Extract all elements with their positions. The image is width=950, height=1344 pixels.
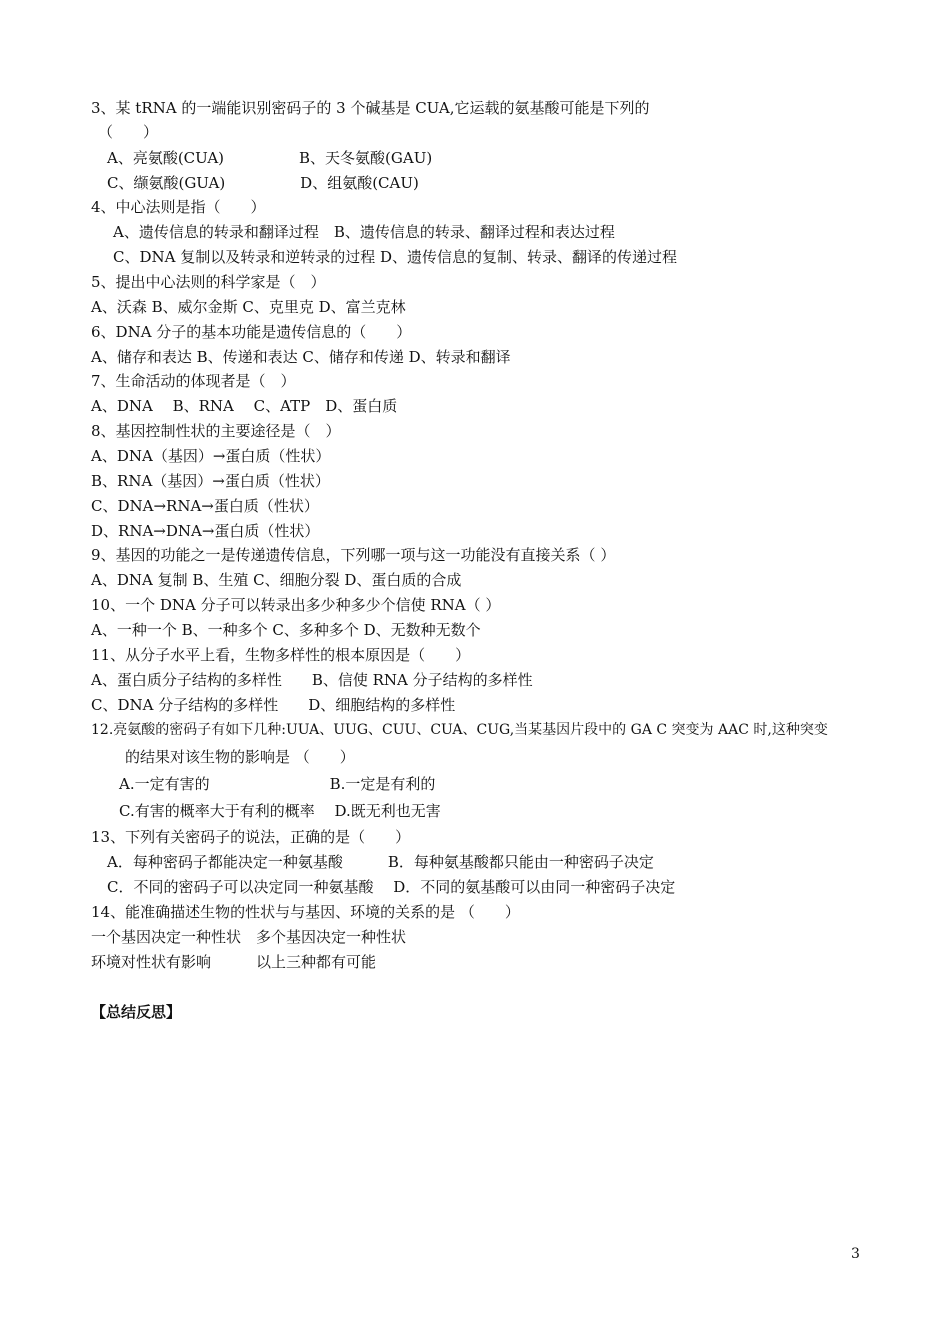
q12-options-cd: C.有害的概率大于有利的概率 D.既无利也无害 [119, 802, 441, 820]
q9-stem: 9、基因的功能之一是传递遗传信息，下列哪一项与这一功能没有直接关系（ ） [91, 546, 616, 564]
q6-options: A、储存和表达 B、传递和表达 C、储存和传递 D、转录和翻译 [91, 348, 511, 366]
q12-options-ab: A.一定有害的 B.一定是有利的 [119, 775, 436, 793]
q14-options-ab: 一个基因决定一种性状 多个基因决定一种性状 [91, 928, 407, 946]
q5-stem: 5、提出中心法则的科学家是（ ） [91, 273, 326, 291]
q10-stem: 10、一个 DNA 分子可以转录出多少种多少个信使 RNA（ ） [91, 596, 501, 614]
q4-stem: 4、中心法则是指（ ） [91, 198, 266, 216]
q13-options-cd: C．不同的密码子可以决定同一种氨基酸 D．不同的氨基酸可以由同一种密码子决定 [107, 878, 676, 896]
q13-options-ab: A．每种密码子都能决定一种氨基酸 B．每种氨基酸都只能由一种密码子决定 [107, 853, 654, 871]
q9-options: A、DNA 复制 B、生殖 C、细胞分裂 D、蛋白质的合成 [91, 571, 462, 589]
q11-options-cd: C、DNA 分子结构的多样性 D、细胞结构的多样性 [91, 696, 456, 714]
summary-heading: 【总结反思】 [91, 1003, 182, 1021]
page-number: 3 [851, 1246, 860, 1262]
q3-options-ab: A、亮氨酸(CUA) B、天冬氨酸(GAU) [107, 149, 433, 167]
q3-paren: （ ） [98, 123, 159, 141]
q4-options-cd: C、DNA 复制以及转录和逆转录的过程 D、遗传信息的复制、转录、翻译的传递过程 [113, 248, 678, 266]
q6-stem: 6、DNA 分子的基本功能是遗传信息的（ ） [91, 323, 412, 341]
q8-option-d: D、RNA→DNA→蛋白质（性状） [91, 522, 320, 540]
q11-stem: 11、从分子水平上看，生物多样性的根本原因是（ ） [91, 646, 471, 664]
q12-stem-cont: 的结果对该生物的影响是 （ ） [125, 748, 355, 766]
q10-options: A、一种一个 B、一种多个 C、多种多个 D、无数种无数个 [91, 621, 481, 639]
q12-stem: 12.亮氨酸的密码子有如下几种:UUA、UUG、CUU、CUA、CUG,当某基因片段中的 GA C 突变为 AAC 时,这种突变 [91, 722, 828, 738]
q11-options-ab: A、蛋白质分子结构的多样性 B、信使 RNA 分子结构的多样性 [91, 671, 533, 689]
q8-option-c: C、DNA→RNA→蛋白质（性状） [91, 497, 319, 515]
q8-stem: 8、基因控制性状的主要途径是（ ） [91, 422, 341, 440]
q8-option-b: B、RNA（基因）→蛋白质（性状） [91, 472, 330, 490]
q3-options-cd: C、缬氨酸(GUA) D、组氨酸(CAU) [107, 174, 419, 192]
q14-stem: 14、能准确描述生物的性状与与基因、环境的关系的是 （ ） [91, 903, 520, 921]
q7-options: A、DNA B、RNA C、ATP D、蛋白质 [91, 397, 398, 415]
q8-option-a: A、DNA（基因）→蛋白质（性状） [91, 447, 331, 465]
q4-options-ab: A、遗传信息的转录和翻译过程 B、遗传信息的转录、翻译过程和表达过程 [113, 223, 615, 241]
q5-options: A、沃森 B、威尔金斯 C、克里克 D、富兰克林 [91, 298, 406, 316]
q7-stem: 7、生命活动的体现者是（ ） [91, 372, 296, 390]
q3-stem: 3、某 tRNA 的一端能识别密码子的 3 个碱基是 CUA,它运载的氨基酸可能是下列的 [91, 99, 650, 117]
q14-options-cd: 环境对性状有影响 以上三种都有可能 [91, 953, 377, 971]
q13-stem: 13、下列有关密码子的说法，正确的是（ ） [91, 828, 411, 846]
